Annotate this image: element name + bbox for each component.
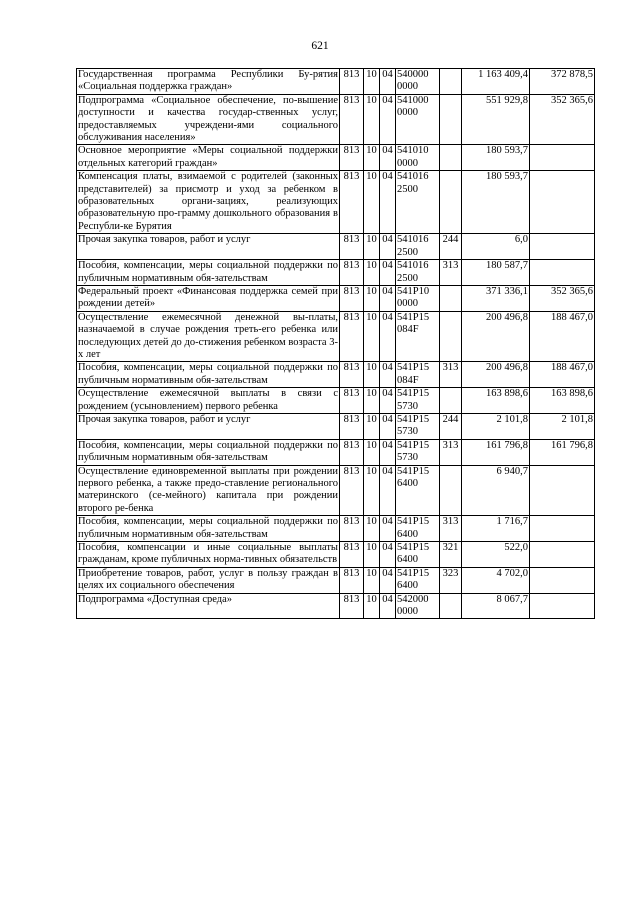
row-name: Подпрограмма «Социальное обеспечение, по-вышение доступности и качества государ-ственных услуг, предоставляемых учреждени-ями социального обслуживания населения» [78, 94, 338, 144]
row-expense-type-code [440, 145, 462, 171]
row-section-code: 10 [364, 567, 380, 593]
row-grbs-code: 813 [340, 171, 364, 234]
table-row [77, 171, 595, 234]
row-section-code: 10 [364, 260, 380, 286]
row-target-article-code [396, 567, 440, 593]
row-target-article-code [396, 413, 440, 439]
row-section-code: 10 [364, 439, 380, 465]
row-subsection-code: 04 [380, 285, 396, 311]
row-target-article-code-part2: 0000 [397, 81, 418, 93]
row-target-article-code-part1: 541P15 [397, 439, 430, 451]
row-amount-2 [530, 465, 595, 516]
table-row [77, 465, 595, 516]
row-target-article-code-part1: 541P15 [397, 413, 430, 425]
row-name: Пособия, компенсации, меры социальной поддержки по публичным нормативным обя-зательствам [78, 260, 338, 284]
table-row [77, 439, 595, 465]
row-amount-1: 200 496,8 [462, 362, 530, 388]
budget-table-body [77, 69, 595, 619]
row-name: Прочая закупка товаров, работ и услуг [77, 413, 340, 439]
row-target-article-code [396, 234, 440, 260]
row-amount-1: 161 796,8 [462, 439, 530, 465]
row-amount-1: 1 716,7 [462, 516, 530, 542]
row-name: Компенсация платы, взимаемой с родителей (законных представителей) за присмотр и уход за ребенком в образовательных органи-зациях, реализующих образовательную про-грамму дошкольного образования в Республи-ке Бурятия [78, 171, 338, 232]
row-grbs-code: 813 [340, 465, 364, 516]
row-target-article-code [396, 439, 440, 465]
row-name: Пособия, компенсации, меры социальной поддержки по публичным нормативным обя-зательствам [78, 439, 338, 464]
row-amount-2: 352 365,6 [530, 94, 595, 145]
row-amount-1: 200 496,8 [462, 311, 530, 362]
row-section-code: 10 [364, 69, 380, 95]
row-subsection-code: 04 [380, 260, 396, 286]
row-target-article-code [396, 311, 440, 362]
row-target-article-code-part2: 0000 [397, 298, 418, 310]
row-amount-2 [530, 145, 595, 171]
row-amount-1: 180 587,7 [462, 260, 530, 286]
row-subsection-code: 04 [380, 388, 396, 414]
page-number: 621 [311, 40, 329, 52]
row-amount-1: 163 898,6 [462, 388, 530, 414]
row-target-article-code [396, 171, 440, 234]
row-expense-type-code [440, 69, 462, 95]
row-amount-1: 522,0 [462, 542, 530, 568]
row-target-article-code [396, 285, 440, 311]
table-row [77, 145, 595, 171]
row-amount-2 [530, 260, 595, 286]
row-target-article-code-part1: 541P15 [397, 362, 430, 374]
row-subsection-code: 04 [380, 362, 396, 388]
row-amount-2 [530, 516, 595, 542]
row-section-code: 10 [364, 516, 380, 542]
row-target-article-code-part1: 541016 [397, 171, 429, 183]
row-target-article-code-part1: 540000 [397, 69, 429, 80]
row-subsection-code: 04 [380, 69, 396, 95]
row-target-article-code-part1: 541P15 [397, 516, 430, 528]
row-target-article-code-part1: 541P10 [397, 285, 430, 297]
row-amount-2: 372 878,5 [530, 69, 595, 95]
row-target-article-code [396, 542, 440, 568]
row-section-code: 10 [364, 171, 380, 234]
row-target-article-code-part2: 6400 [397, 528, 418, 540]
row-subsection-code: 04 [380, 311, 396, 362]
row-target-article-code [396, 69, 440, 95]
row-expense-type-code: 313 [440, 362, 462, 388]
row-subsection-code: 04 [380, 542, 396, 568]
table-row [77, 234, 595, 260]
row-expense-type-code: 244 [440, 413, 462, 439]
row-target-article-code-part2: 2500 [397, 246, 418, 258]
table-row [77, 260, 595, 286]
row-expense-type-code [440, 593, 462, 619]
row-amount-1: 2 101,8 [462, 413, 530, 439]
row-section-code: 10 [364, 94, 380, 145]
row-name: Прочая закупка товаров, работ и услуг [77, 234, 340, 260]
row-section-code: 10 [364, 465, 380, 516]
row-amount-2: 188 467,0 [530, 311, 595, 362]
row-target-article-code [396, 362, 440, 388]
table-row [77, 362, 595, 388]
table-row [77, 567, 595, 593]
row-amount-1: 6 940,7 [462, 465, 530, 516]
row-section-code: 10 [364, 285, 380, 311]
row-subsection-code: 04 [380, 516, 396, 542]
row-target-article-code-part2: 084F [397, 324, 419, 336]
budget-table [76, 68, 595, 619]
table-row [77, 542, 595, 568]
row-target-article-code-part2: 5730 [397, 400, 418, 412]
row-target-article-code-part1: 541016 [397, 234, 429, 246]
row-target-article-code-part1: 541P15 [397, 388, 430, 400]
row-subsection-code: 04 [380, 465, 396, 516]
row-expense-type-code [440, 94, 462, 145]
row-name: Основное мероприятие «Меры социальной поддержки отдельных категорий граждан» [78, 145, 338, 169]
row-amount-1: 180 593,7 [462, 145, 530, 171]
row-expense-type-code [440, 285, 462, 311]
row-expense-type-code: 323 [440, 567, 462, 593]
row-grbs-code: 813 [340, 362, 364, 388]
row-section-code: 10 [364, 145, 380, 171]
row-subsection-code: 04 [380, 94, 396, 145]
row-grbs-code: 813 [340, 145, 364, 171]
row-subsection-code: 04 [380, 145, 396, 171]
row-name: Подпрограмма «Доступная среда» [77, 593, 340, 619]
row-target-article-code-part1: 541P15 [397, 465, 430, 477]
row-subsection-code: 04 [380, 439, 396, 465]
row-expense-type-code [440, 388, 462, 414]
row-amount-2: 352 365,6 [530, 285, 595, 311]
table-row [77, 413, 595, 439]
row-section-code: 10 [364, 311, 380, 362]
row-target-article-code [396, 465, 440, 516]
row-expense-type-code: 313 [440, 516, 462, 542]
row-target-article-code-part2: 0000 [397, 107, 418, 119]
table-row [77, 69, 595, 95]
table-row [77, 285, 595, 311]
row-expense-type-code [440, 171, 462, 234]
row-grbs-code: 813 [340, 439, 364, 465]
row-amount-1: 8 067,7 [462, 593, 530, 619]
row-target-article-code-part1: 541016 [397, 260, 429, 272]
row-amount-1: 551 929,8 [462, 94, 530, 145]
row-target-article-code-part2: 084F [397, 374, 419, 386]
row-amount-1: 4 702,0 [462, 567, 530, 593]
table-row [77, 516, 595, 542]
row-target-article-code-part2: 0000 [397, 606, 418, 618]
row-target-article-code-part1: 541P15 [397, 567, 430, 579]
row-section-code: 10 [364, 388, 380, 414]
row-name: Пособия, компенсации и иные социальные выплаты гражданам, кроме публичных норма-тивных обязательств [78, 542, 338, 566]
row-target-article-code-part1: 541P15 [397, 542, 430, 554]
row-target-article-code [396, 516, 440, 542]
row-target-article-code-part2: 6400 [397, 478, 418, 489]
row-expense-type-code: 321 [440, 542, 462, 568]
row-grbs-code: 813 [340, 234, 364, 260]
row-amount-1: 1 163 409,4 [462, 69, 530, 95]
row-name: Федеральный проект «Финансовая поддержка семей при рождении детей» [78, 285, 338, 310]
row-expense-type-code [440, 465, 462, 516]
row-target-article-code-part1: 542000 [397, 593, 429, 605]
row-amount-2 [530, 171, 595, 234]
row-amount-2 [530, 542, 595, 568]
row-section-code: 10 [364, 593, 380, 619]
row-name: Пособия, компенсации, меры социальной поддержки по публичным нормативным обя-зательствам [78, 362, 338, 386]
row-target-article-code-part1: 541010 [397, 145, 429, 157]
row-section-code: 10 [364, 542, 380, 568]
row-subsection-code: 04 [380, 171, 396, 234]
table-row [77, 94, 595, 145]
row-name: Осуществление единовременной выплаты при рождении первого ребенка, а также предо-ставление регионального материнского (се-мейного) капитала при рождении второго ре-бенка [78, 465, 338, 514]
row-section-code: 10 [364, 234, 380, 260]
row-amount-2 [530, 234, 595, 260]
row-expense-type-code [440, 311, 462, 362]
row-grbs-code: 813 [340, 285, 364, 311]
row-grbs-code: 813 [340, 593, 364, 619]
table-row [77, 593, 595, 619]
row-amount-2 [530, 593, 595, 619]
row-amount-1: 371 336,1 [462, 285, 530, 311]
row-name: Приобретение товаров, работ, услуг в пользу граждан в целях их социального обеспечения [78, 567, 338, 592]
row-grbs-code: 813 [340, 567, 364, 593]
row-target-article-code [396, 145, 440, 171]
row-target-article-code [396, 388, 440, 414]
row-section-code: 10 [364, 362, 380, 388]
row-grbs-code: 813 [340, 311, 364, 362]
row-target-article-code [396, 94, 440, 145]
row-amount-2: 161 796,8 [530, 439, 595, 465]
row-amount-1: 180 593,7 [462, 171, 530, 234]
row-target-article-code-part2: 2500 [397, 183, 418, 195]
row-grbs-code: 813 [340, 542, 364, 568]
table-row [77, 388, 595, 414]
row-target-article-code-part2: 5730 [397, 452, 418, 464]
row-name: Осуществление ежемесячной денежной вы-платы, назначаемой в случае рождения треть-его ребенка или последующих детей до до-стижения ребенком возраста 3-х лет [78, 311, 338, 360]
row-section-code: 10 [364, 413, 380, 439]
row-target-article-code-part1: 541P15 [397, 311, 430, 323]
row-subsection-code: 04 [380, 567, 396, 593]
row-grbs-code: 813 [340, 388, 364, 414]
row-grbs-code: 813 [340, 69, 364, 95]
row-amount-2 [530, 567, 595, 593]
row-amount-2: 188 467,0 [530, 362, 595, 388]
row-expense-type-code: 244 [440, 234, 462, 260]
row-amount-2: 163 898,6 [530, 388, 595, 414]
row-amount-2: 2 101,8 [530, 413, 595, 439]
row-name: Осуществление ежемесячной выплаты в связи с рождением (усыновлением) первого ребенка [78, 388, 338, 412]
row-expense-type-code: 313 [440, 260, 462, 286]
table-row [77, 311, 595, 362]
row-target-article-code-part2: 6400 [397, 580, 418, 592]
row-grbs-code: 813 [340, 94, 364, 145]
row-target-article-code-part2: 5730 [397, 426, 418, 438]
row-grbs-code: 813 [340, 516, 364, 542]
row-name: Государственная программа Республики Бу-рятия «Социальная поддержка граждан» [78, 69, 338, 93]
row-name: Пособия, компенсации, меры социальной поддержки по публичным нормативным обя-зательствам [78, 516, 338, 540]
row-grbs-code: 813 [340, 413, 364, 439]
row-subsection-code: 04 [380, 234, 396, 260]
row-subsection-code: 04 [380, 593, 396, 619]
row-grbs-code: 813 [340, 260, 364, 286]
row-target-article-code-part1: 541000 [397, 94, 429, 106]
row-subsection-code: 04 [380, 413, 396, 439]
row-amount-1: 6,0 [462, 234, 530, 260]
row-target-article-code-part2: 0000 [397, 157, 418, 169]
row-target-article-code [396, 260, 440, 286]
row-target-article-code [396, 593, 440, 619]
row-expense-type-code: 313 [440, 439, 462, 465]
row-target-article-code-part2: 2500 [397, 272, 418, 284]
row-target-article-code-part2: 6400 [397, 554, 418, 566]
